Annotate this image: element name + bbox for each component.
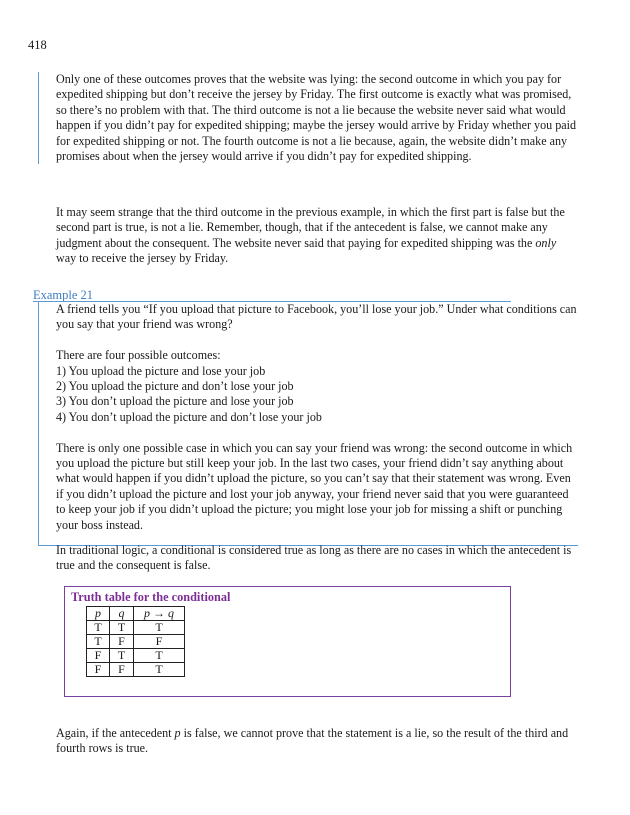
header-q: q [110,607,134,621]
table-cell: T [134,663,185,677]
example-title: Example 21 [33,288,94,302]
outcomes-intro: There are four possible outcomes: [56,348,221,363]
continuation-paragraph: Only one of these outcomes proves that the website was lying: the second outcome in which you pay for expedited shipping but don’t receive the jersey by Friday. The first outcome is exactly what was promised, so there’s no problem with that. The third outcome is not a lie because the website never said what would happen if you didn’t pay for expedited shipping; maybe the jersey would arrive by Friday whether you paid for expedited shipping or not. The fourth outcome is not a lie because, again, the website didn’t make any promises about when the jersey would arrive if you didn’t pay for expedited shipping. [56,72,577,164]
table-cell: F [134,635,185,649]
table-cell: F [110,635,134,649]
remember-paragraph [56,205,576,267]
again-text-start: Again, if the antecedent [56,726,175,740]
page-number: 418 [28,38,47,52]
outcome-item: 4) You don’t upload the picture and don’t lose your job [56,409,322,424]
outcome-item: 2) You upload the picture and don’t lose your job [56,379,294,394]
table-row [87,635,185,649]
traditional-logic-paragraph: In traditional logic, a conditional is considered true as long as there are no cases in which the antecedent is true and the consequent is false. [56,543,572,573]
table-row [87,663,185,677]
outcome-item: 3) You don’t upload the picture and lose your job [56,394,294,409]
again-paragraph [56,726,576,757]
truth-table [86,606,185,677]
table-cell: T [134,649,185,663]
table-row [87,621,185,635]
spacer [56,425,578,440]
table-cell: T [87,621,110,635]
outcome-item: 1) You upload the picture and lose your job [56,363,266,378]
table-cell: T [110,621,134,635]
header-p: p [87,607,110,621]
again-text-end: is false, we cannot prove that the statement is a lie, so the result of the third and fourth rows is true. [56,726,569,756]
truth-table-title: Truth table for the conditional [71,590,231,604]
table-cell: T [87,635,110,649]
table-header-row [87,607,185,621]
spacer [56,333,578,348]
emphasis-only: only [535,235,557,250]
truth-table-box [64,586,511,697]
variable-p: p [174,726,181,740]
header-p-implies-q: p → q [134,607,185,621]
example-question: A friend tells you “If you upload that picture to Facebook, you’ll lose your job.” Under what conditions can you say that your friend was wrong? [56,302,577,332]
remember-text-end: way to receive the jersey by Friday. [56,251,229,266]
example-explanation: There is only one possible case in which you can say your friend was wrong: the second outcome in which you upload the picture but still keep your job. In the last two cases, your friend didn’t say anything about what would happen if you didn’t upload the picture, so you can’t say that their statement was wrong. Even if you didn’t upload the picture and lost your job anyway, your friend never said that you were guaranteed to keep your job if you didn’t upload the picture; you might lose your job for missing a shift or punching your boss instead. [56,440,573,532]
table-cell: T [134,621,185,635]
table-cell: F [87,649,110,663]
continuation-block [38,72,578,164]
table-cell: F [87,663,110,677]
remember-text-start: It may seem strange that the third outcome in the previous example, in which the first part is false but the second part is true, is not a lie. Remember, though, that if the antecedent is false, we cannot make any judgment about the consequent. The website never said that paying for expedited shipping was the [56,205,565,250]
example-body [38,302,578,546]
table-row [87,649,185,663]
table-cell: F [110,663,134,677]
table-cell: T [110,649,134,663]
